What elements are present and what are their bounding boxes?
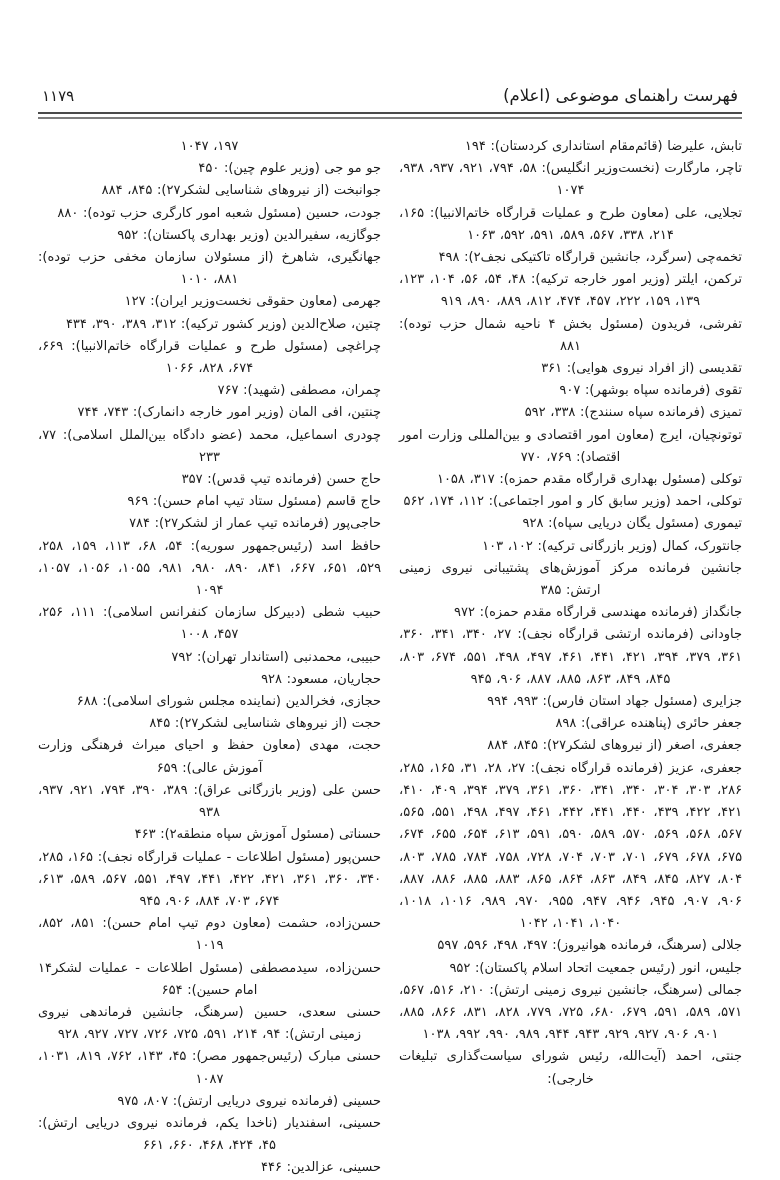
index-entry-list-right — [399, 136, 742, 1091]
page-title: فهرست راهنمای موضوعی (اعلام) — [503, 86, 738, 105]
index-entry: تمیزی (فرمانده سپاه سنندج): ۳۳۸، ۵۹۲ — [524, 405, 742, 421]
index-entry-list-left — [38, 158, 381, 1179]
index-entry: جاودانی (فرمانده ارتشی قرارگاه نجف): ۲۷، ۳۴۰، ۳۴۱، ۳۶۰، ۳۶۱، ۳۷۹، ۳۹۴، ۴۲۱، ۴۴۱، ۴۶۱، ۴۹۷، ۴۹۸، ۵۵۱، ۶۷۴، ۸۰۳، ۸۴۵، ۸۴۹، ۸۶۳، ۸۸۵، ۸۸۷، ۹۰۶، ۹۴۵ — [399, 627, 743, 687]
page-header — [38, 86, 742, 112]
index-entry: جودت، حسین (مسئول شعبه امور کارگری حزب توده): ۸۸۰ — [57, 205, 381, 221]
index-entry: جنتی، احمد (آیت‌الله، رئیس شورای سیاست‌گذاری تبلیغات خارجی): — [399, 1049, 742, 1087]
index-entry: جمالی (سرهنگ، جانشین نیروی زمینی ارتش): ۲۱۰، ۵۱۶، ۵۶۷، ۵۷۱، ۵۸۹، ۵۹۱، ۶۷۹، ۶۸۰، ۷۲۵، ۷۷۹، ۸۲۸، ۸۳۱، ۸۶۶، ۸۸۵، ۹۰۱، ۹۰۶، ۹۲۷، ۹۲۹، ۹۴۳، ۹۴۴، ۹۸۹، ۹۹۰، ۹۹۲، ۱۰۳۸ — [399, 982, 743, 1043]
index-entry: حسنی سعدی، حسین (سرهنگ، جانشین فرماندهی نیروی زمینی ارتش): ۹۴، ۲۱۴، ۵۹۱، ۷۲۵، ۷۲۶، ۷۲۷، ۹۲۷، ۹۲۸ — [38, 1004, 381, 1043]
index-entry: تابش، علیرضا (قائم‌مقام استانداری کردستان): ۱۹۴ — [464, 139, 742, 154]
index-entry: تقوی (فرمانده سپاه بوشهر): ۹۰۷ — [559, 383, 742, 399]
index-entry: جانشین فرمانده مرکز آموزش‌های پشتیبانی نیروی زمینی ارتش: ۳۸۵ — [399, 560, 742, 599]
index-entry: جلیس، انور (رئیس جمعیت اتحاد اسلام پاکستان): ۹۵۲ — [449, 960, 742, 976]
index-columns — [38, 136, 742, 1180]
index-entry: جعفری، عزیز (فرمانده قرارگاه نجف): ۲۷، ۲۸، ۳۱، ۱۶۵، ۲۸۵، ۲۸۶، ۳۰۳، ۳۰۴، ۳۴۰، ۳۴۱، ۳۶۰، ۳۶۱، ۳۷۹، ۳۹۴، ۴۰۹، ۴۱۰، ۴۲۱، ۴۲۲، ۴۳۹، ۴۴۰، ۴۴۱، ۴۴۲، ۴۶۱، ۴۹۷، ۴۹۸، ۵۵۱، ۵۶۵، ۵۶۷، ۵۶۸، ۵۶۹، ۵۷۰، ۵۸۹، ۵۹۰، ۵۹۱، ۶۱۳، ۶۵۴، ۶۵۵، ۶۷۴، ۶۷۵، ۶۷۸، ۶۷۹، ۷۰۱، ۷۰۳، ۷۰۴، ۷۲۸، ۷۵۸، ۷۸۴، ۷۸۵، ۸۰۳، ۸۰۴، ۸۲۷، ۸۴۵، ۸۴۹، ۸۶۳، ۸۶۴، ۸۶۵، ۸۸۳، ۸۸۵، ۸۸۶، ۸۸۷، ۹۰۶، ۹۰۷، ۹۴۵، ۹۴۶، ۹۴۷، ۹۵۵، ۹۷۰، ۹۸۹، ۱۰۱۶، ۱۰۱۸، ۱۰۴۰، ۱۰۴۱، ۱۰۴۲ — [399, 760, 743, 932]
index-entry: جلالی (سرهنگ، فرمانده هوانیروز): ۴۹۷، ۴۹۸، ۵۹۶، ۵۹۷ — [437, 938, 742, 954]
index-entry: جانتورک، کمال (وزیر بازرگانی ترکیه): ۱۰۲، ۱۰۳ — [482, 538, 742, 554]
index-entry: حجازی، فخرالدین (نماینده مجلس شورای اسلامی): ۶۸۸ — [76, 694, 381, 710]
index-entry: جوگازیه، سفیرالدین (وزیر بهداری پاکستان): ۹۵۲ — [117, 227, 381, 243]
index-entry: چمران، مصطفی (شهید): ۷۶۷ — [217, 383, 381, 399]
index-entry: توتونچیان، ایرج (معاون امور اقتصادی و بین‌المللی وزارت امور اقتصاد): ۷۶۹، ۷۷۰ — [399, 427, 742, 465]
index-entry: تاچر، مارگارت (نخست‌وزیر انگلیس): ۵۸، ۷۹۴، ۹۲۱، ۹۳۷، ۹۳۸، ۱۰۷۴ — [399, 161, 742, 199]
index-column-left — [38, 136, 381, 1180]
index-entry: جزایری (مسئول جهاد استان فارس): ۹۹۳، ۹۹۴ — [487, 694, 742, 710]
index-entry: چتین، صلاح‌الدین (وزیر کشور ترکیه): ۳۱۲، ۳۸۹، ۳۹۰، ۴۳۴ — [65, 316, 381, 332]
index-column-right — [399, 136, 742, 1180]
index-entry: چنتین، افی المان (وزیر امور خارجه دانمارک): ۷۴۳، ۷۴۴ — [77, 405, 381, 421]
index-entry: تیموری (مسئول یگان دریایی سپاه): ۹۲۸ — [522, 516, 742, 532]
index-entry: جهرمی (معاون حقوقی نخست‌وزیر ایران): ۱۲۷ — [124, 294, 381, 310]
page-number: ۱۱۷۹ — [42, 87, 75, 105]
index-entry: حجاریان، مسعود: ۹۲۸ — [261, 671, 381, 687]
index-entry: حسن علی (وزیر بازرگانی عراق): ۳۸۹، ۳۹۰، ۷۹۴، ۹۲۱، ۹۳۷، ۹۳۸ — [38, 782, 382, 821]
index-entry: حاجی‌پور (فرمانده تیپ عمار از لشکر۲۷): ۷۸۴ — [129, 516, 381, 532]
index-entry: تفرشی، فریدون (مسئول بخش ۴ ناحیه شمال حزب توده): ۸۸۱ — [399, 316, 743, 354]
index-entry: توکلی، احمد (وزیر سابق کار و امور اجتماعی): ۱۱۲، ۱۷۴، ۵۶۲ — [403, 494, 742, 510]
index-entry: جعفری، اصغر (از نیروهای لشکر۲۷): ۸۴۵، ۸۸۴ — [487, 738, 742, 754]
index-entry: ترکمن، ایلتر (وزیر امور خارجه ترکیه): ۴۸، ۵۴، ۵۶، ۱۰۴، ۱۲۳، ۱۳۹، ۱۵۹، ۲۲۲، ۴۵۷، ۴۷۴، ۸۱۲، ۸۸۹، ۸۹۰، ۹۱۹ — [399, 272, 743, 310]
index-entry: توکلی (مسئول بهداری قرارگاه مقدم حمزه): ۳۱۷، ۱۰۵۸ — [436, 472, 742, 488]
index-entry: چودری اسماعیل، محمد (عضو دادگاه بین‌الملل اسلامی): ۷۷، ۲۳۳ — [38, 427, 381, 465]
index-entry: تقدیسی (از افراد نیروی هوایی): ۳۶۱ — [541, 361, 742, 377]
index-entry: تخمه‌چی (سرگرد، جانشین قرارگاه تاکتیکی نجف۲): ۴۹۸ — [438, 250, 742, 266]
index-entry: حجت، مهدی (معاون حفظ و احیای میراث فرهنگی وزارت آموزش عالی): ۶۵۹ — [38, 738, 381, 776]
index-entry: حجت (از نیروهای شناسایی لشکر۲۷): ۸۴۵ — [149, 716, 381, 732]
index-entry: حاج قاسم (مسئول ستاد تیپ امام حسن): ۹۶۹ — [127, 494, 381, 510]
index-entry: حسینی، عزالدین: ۴۴۶ — [261, 1160, 381, 1176]
index-entry: حسناتی (مسئول آموزش سپاه منطقه۲): ۴۶۳ — [134, 827, 381, 843]
index-entry: جعفر حائری (پناهنده عراقی): ۸۹۸ — [555, 716, 742, 732]
index-entry: جوانبخت (از نیروهای شناسایی لشکر۲۷): ۸۴۵، ۸۸۴ — [101, 183, 381, 199]
index-entry: حبیبی، محمدنبی (استاندار تهران): ۷۹۲ — [171, 649, 381, 665]
index-entry: حاج حسن (فرمانده تیپ قدس): ۳۵۷ — [181, 472, 381, 488]
index-entry: چراغچی (مسئول طرح و عملیات قرارگاه خاتم‌الانبیا): ۶۶۹، ۶۷۴، ۸۲۸، ۱۰۶۶ — [38, 338, 381, 377]
header-rule — [38, 112, 742, 119]
index-entry: حسنی مبارک (رئیس‌جمهور مصر): ۴۵، ۱۴۳، ۷۶۲، ۸۱۹، ۱۰۳۱، ۱۰۸۷ — [38, 1049, 382, 1087]
index-entry-continuation: ۱۹۷، ۱۰۴۷ — [180, 139, 239, 154]
index-entry: حسن‌زاده، حشمت (معاون دوم تیپ امام حسن): ۸۵۱، ۸۵۲، ۱۰۱۹ — [38, 916, 382, 954]
index-entry: جو مو جی (وزیر علوم چین): ۴۵۰ — [198, 161, 381, 177]
index-entry: حسن‌پور (مسئول اطلاعات - عملیات قرارگاه نجف): ۱۶۵، ۲۸۵، ۳۴۰، ۳۶۰، ۳۶۱، ۴۲۱، ۴۲۲، ۴۴۱، ۴۹۷، ۵۵۱، ۵۶۷، ۵۸۹، ۶۱۳، ۶۷۴، ۷۰۳، ۸۸۴، ۹۰۶، ۹۴۵ — [38, 849, 382, 909]
index-entry: حافظ اسد (رئیس‌جمهور سوریه): ۵۴، ۶۸، ۱۱۳، ۱۵۹، ۲۵۸، ۵۲۹، ۶۵۱، ۶۶۷، ۸۴۱، ۸۹۰، ۹۸۰، ۹۸۱، ۱۰۵۵، ۱۰۵۶، ۱۰۵۷، ۱۰۹۴ — [38, 538, 382, 599]
index-entry: جهانگیری، شاهرخ (از مسئولان سازمان مخفی حزب توده): ۸۸۱، ۱۰۱۰ — [38, 250, 381, 288]
index-entry: جانگداز (فرمانده مهندسی قرارگاه مقدم حمزه): ۹۷۲ — [454, 605, 742, 621]
index-entry: حسینی، اسفندیار (ناخدا یکم، فرمانده نیروی دریایی ارتش): ۴۵، ۴۲۴، ۴۶۸، ۶۶۰، ۶۶۱ — [38, 1115, 381, 1154]
index-entry: حبیب شطی (دبیرکل سازمان کنفرانس اسلامی): ۱۱۱، ۲۵۶، ۴۵۷، ۱۰۰۸ — [38, 605, 381, 643]
index-entry: حسینی (فرمانده نیروی دریایی ارتش): ۸۰۷، ۹۷۵ — [117, 1093, 381, 1109]
index-entry: حسن‌زاده، سیدمصطفی (مسئول اطلاعات - عملیات لشکر۱۴ امام حسین): ۶۵۴ — [38, 960, 381, 998]
index-entry: تجلایی، علی (معاون طرح و عملیات قرارگاه خاتم‌الانبیا): ۱۶۵، ۲۱۴، ۳۳۸، ۵۶۷، ۵۸۹، ۵۹۱، ۵۹۲، ۱۰۶۳ — [399, 205, 742, 243]
